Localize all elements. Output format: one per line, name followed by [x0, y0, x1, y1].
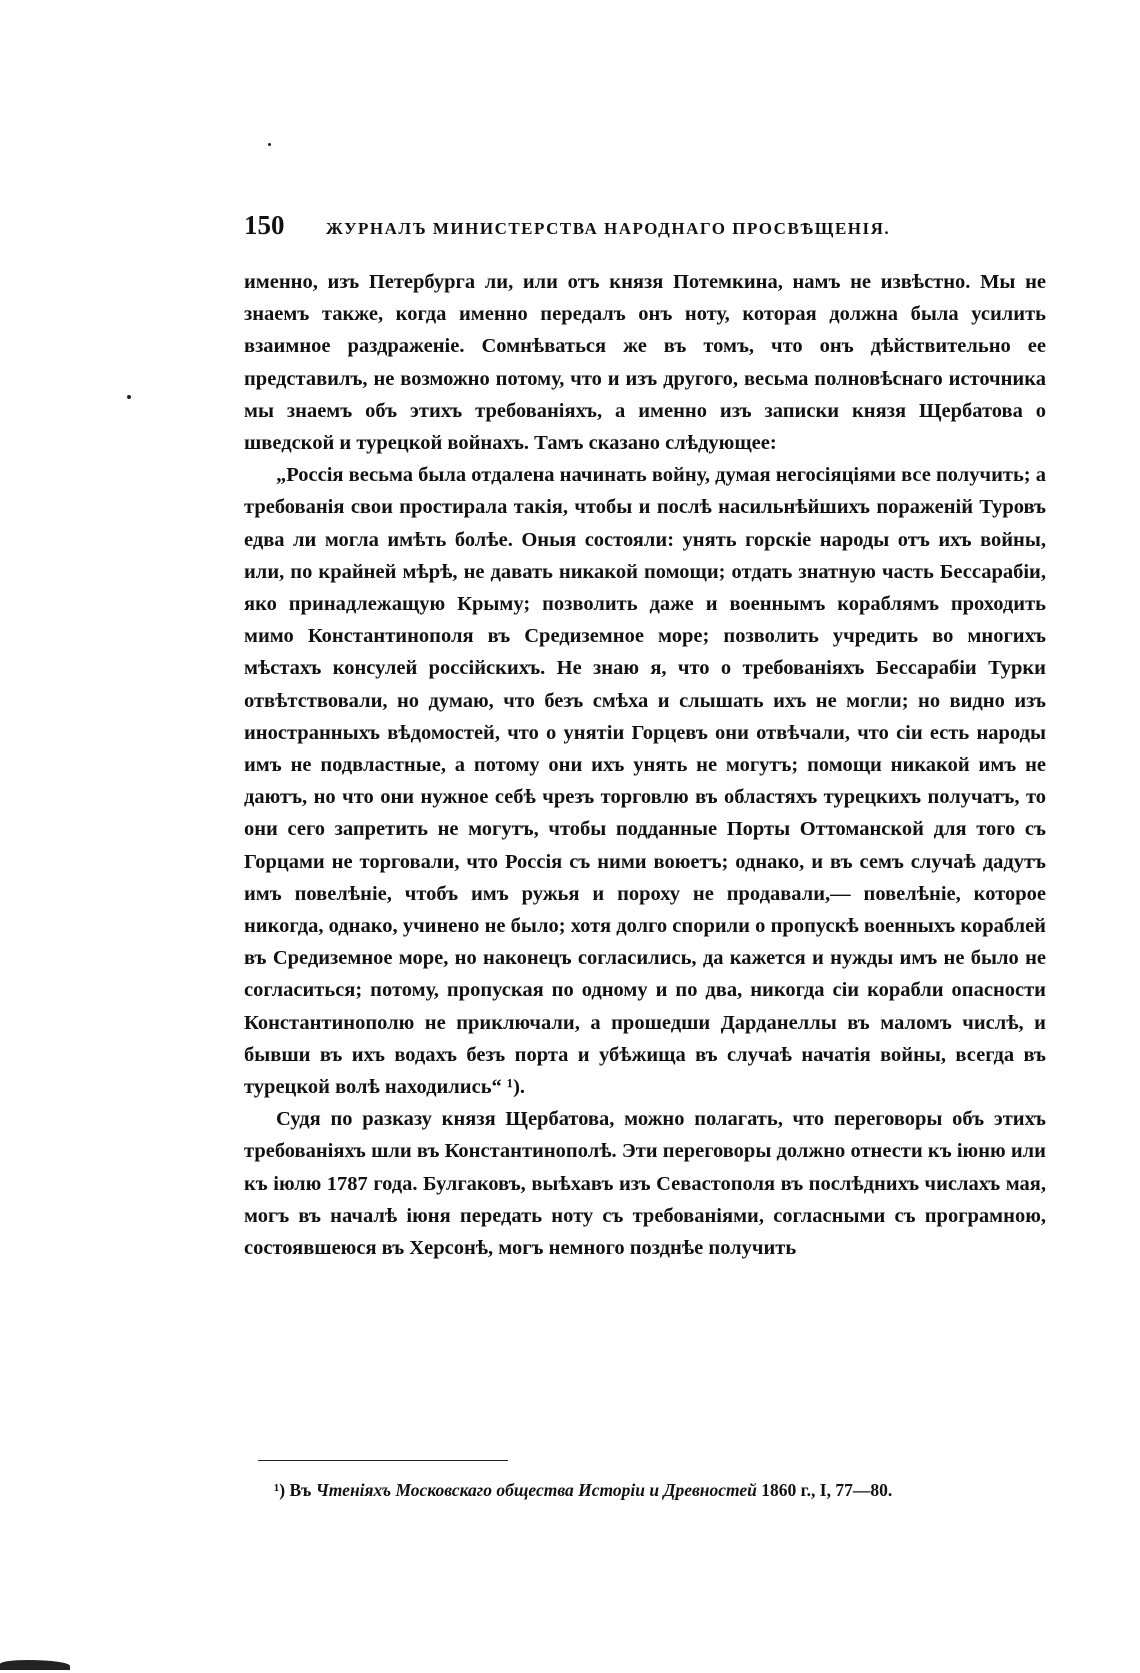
scan-speck — [127, 395, 131, 399]
quotation-paragraph: „Россія весьма была отдалена начинать войну, думая негосіяціями все получить; а требованія свои простирала такія, чтобы и послѣ насильнѣйшихъ пораженій Туровъ едва ли могла имѣть болѣе. Оныя состояли: унять горскіе народы отъ ихъ войны, или, по крайней мѣрѣ, не давать никакой помощи; отдать знатную часть Бессарабіи, яко принадлежащую Крыму; позволить даже и военнымъ кораблямъ проходить мимо Константинополя въ Средиземное море; позволить учредить во многихъ мѣстахъ консулей россійскихъ. Не знаю я, что о требованіяхъ Бессарабіи Турки отвѣтствовали, но думаю, что безъ смѣха и слышать ихъ не могли; но видно изъ иностранныхъ вѣдомостей, что о унятіи Горцевъ они отвѣчали, что сіи есть народы имъ не подвластные, а потому они ихъ унять не могутъ; помощи никакой имъ не даютъ, но что они нужное себѣ чрезъ торговлю въ областяхъ турецкихъ получатъ, то они сего запретить не могутъ, чтобы подданные Порты Оттоманской для того съ Горцами не торговали, что Россія съ ними воюетъ; однако, и въ семъ случаѣ дадутъ имъ повелѣніе, чтобъ имъ ружья и пороху не продавали,— повелѣніе, которое никогда, однако, учинено не было; хотя долго спорили о пропускѣ военныхъ кораблей въ Средиземное море, но наконецъ согласились, да кажется и нужды имъ не было не согласиться; потому, пропуская по одному и по два, никогда сіи корабли опасности Константинополю не приключали, а прошедши Дарданеллы въ маломъ числѣ, и бывши въ ихъ водахъ безъ порта и убѣжища въ случаѣ начатія войны, всегда въ турецкой волѣ находились“ ¹). — [244, 464, 1047, 1099]
body-text — [244, 266, 1046, 1264]
footnote-citation: 1860 г., I, 77—80. — [761, 1480, 893, 1500]
paragraph-1: именно, изъ Петербурга ли, или отъ князя Потемкина, намъ не извѣстно. Мы не знаемъ также, когда именно передалъ онъ ноту, которая должна была усилить взаимное раздраженіе. Сомнѣваться же въ томъ, что онъ дѣйствительно ее представилъ, не возможно потому, что и изъ другого, весьма полновѣснаго источника мы знаемъ объ этихъ требованіяхъ, а именно изъ записки князя Щербатова о шведской и турецкой войнахъ. Тамъ сказано слѣдующее: — [244, 271, 1046, 455]
paragraph-3: Судя по разказу князя Щербатова, можно полагать, что переговоры объ этихъ требованіяхъ шли въ Константинополѣ. Эти переговоры должно отнести къ іюню или къ іюлю 1787 года. Булгаковъ, выѣхавъ изъ Севастополя въ послѣднихъ числахъ мая, могъ въ началѣ іюня передать ноту съ требованіями, согласными съ програмною, состоявшеюся въ Херсонѣ, могъ немного позднѣе получить — [244, 1108, 1046, 1260]
footnote-marker: ¹) Въ — [274, 1480, 312, 1500]
page-header — [244, 210, 1044, 250]
running-title: ЖУРНАЛЪ МИНИСТЕРСТВА НАРОДНАГО ПРОСВѢЩЕНІЯ. — [326, 219, 891, 238]
footnote-source-title: Чтеніяхъ Московскаго общества Исторіи и Древностей — [315, 1480, 757, 1500]
footnote-divider — [258, 1460, 508, 1461]
footnote — [274, 1478, 1054, 1502]
page-number: 150 — [244, 210, 285, 240]
scan-speck — [268, 143, 271, 146]
scan-speck — [0, 1660, 70, 1670]
